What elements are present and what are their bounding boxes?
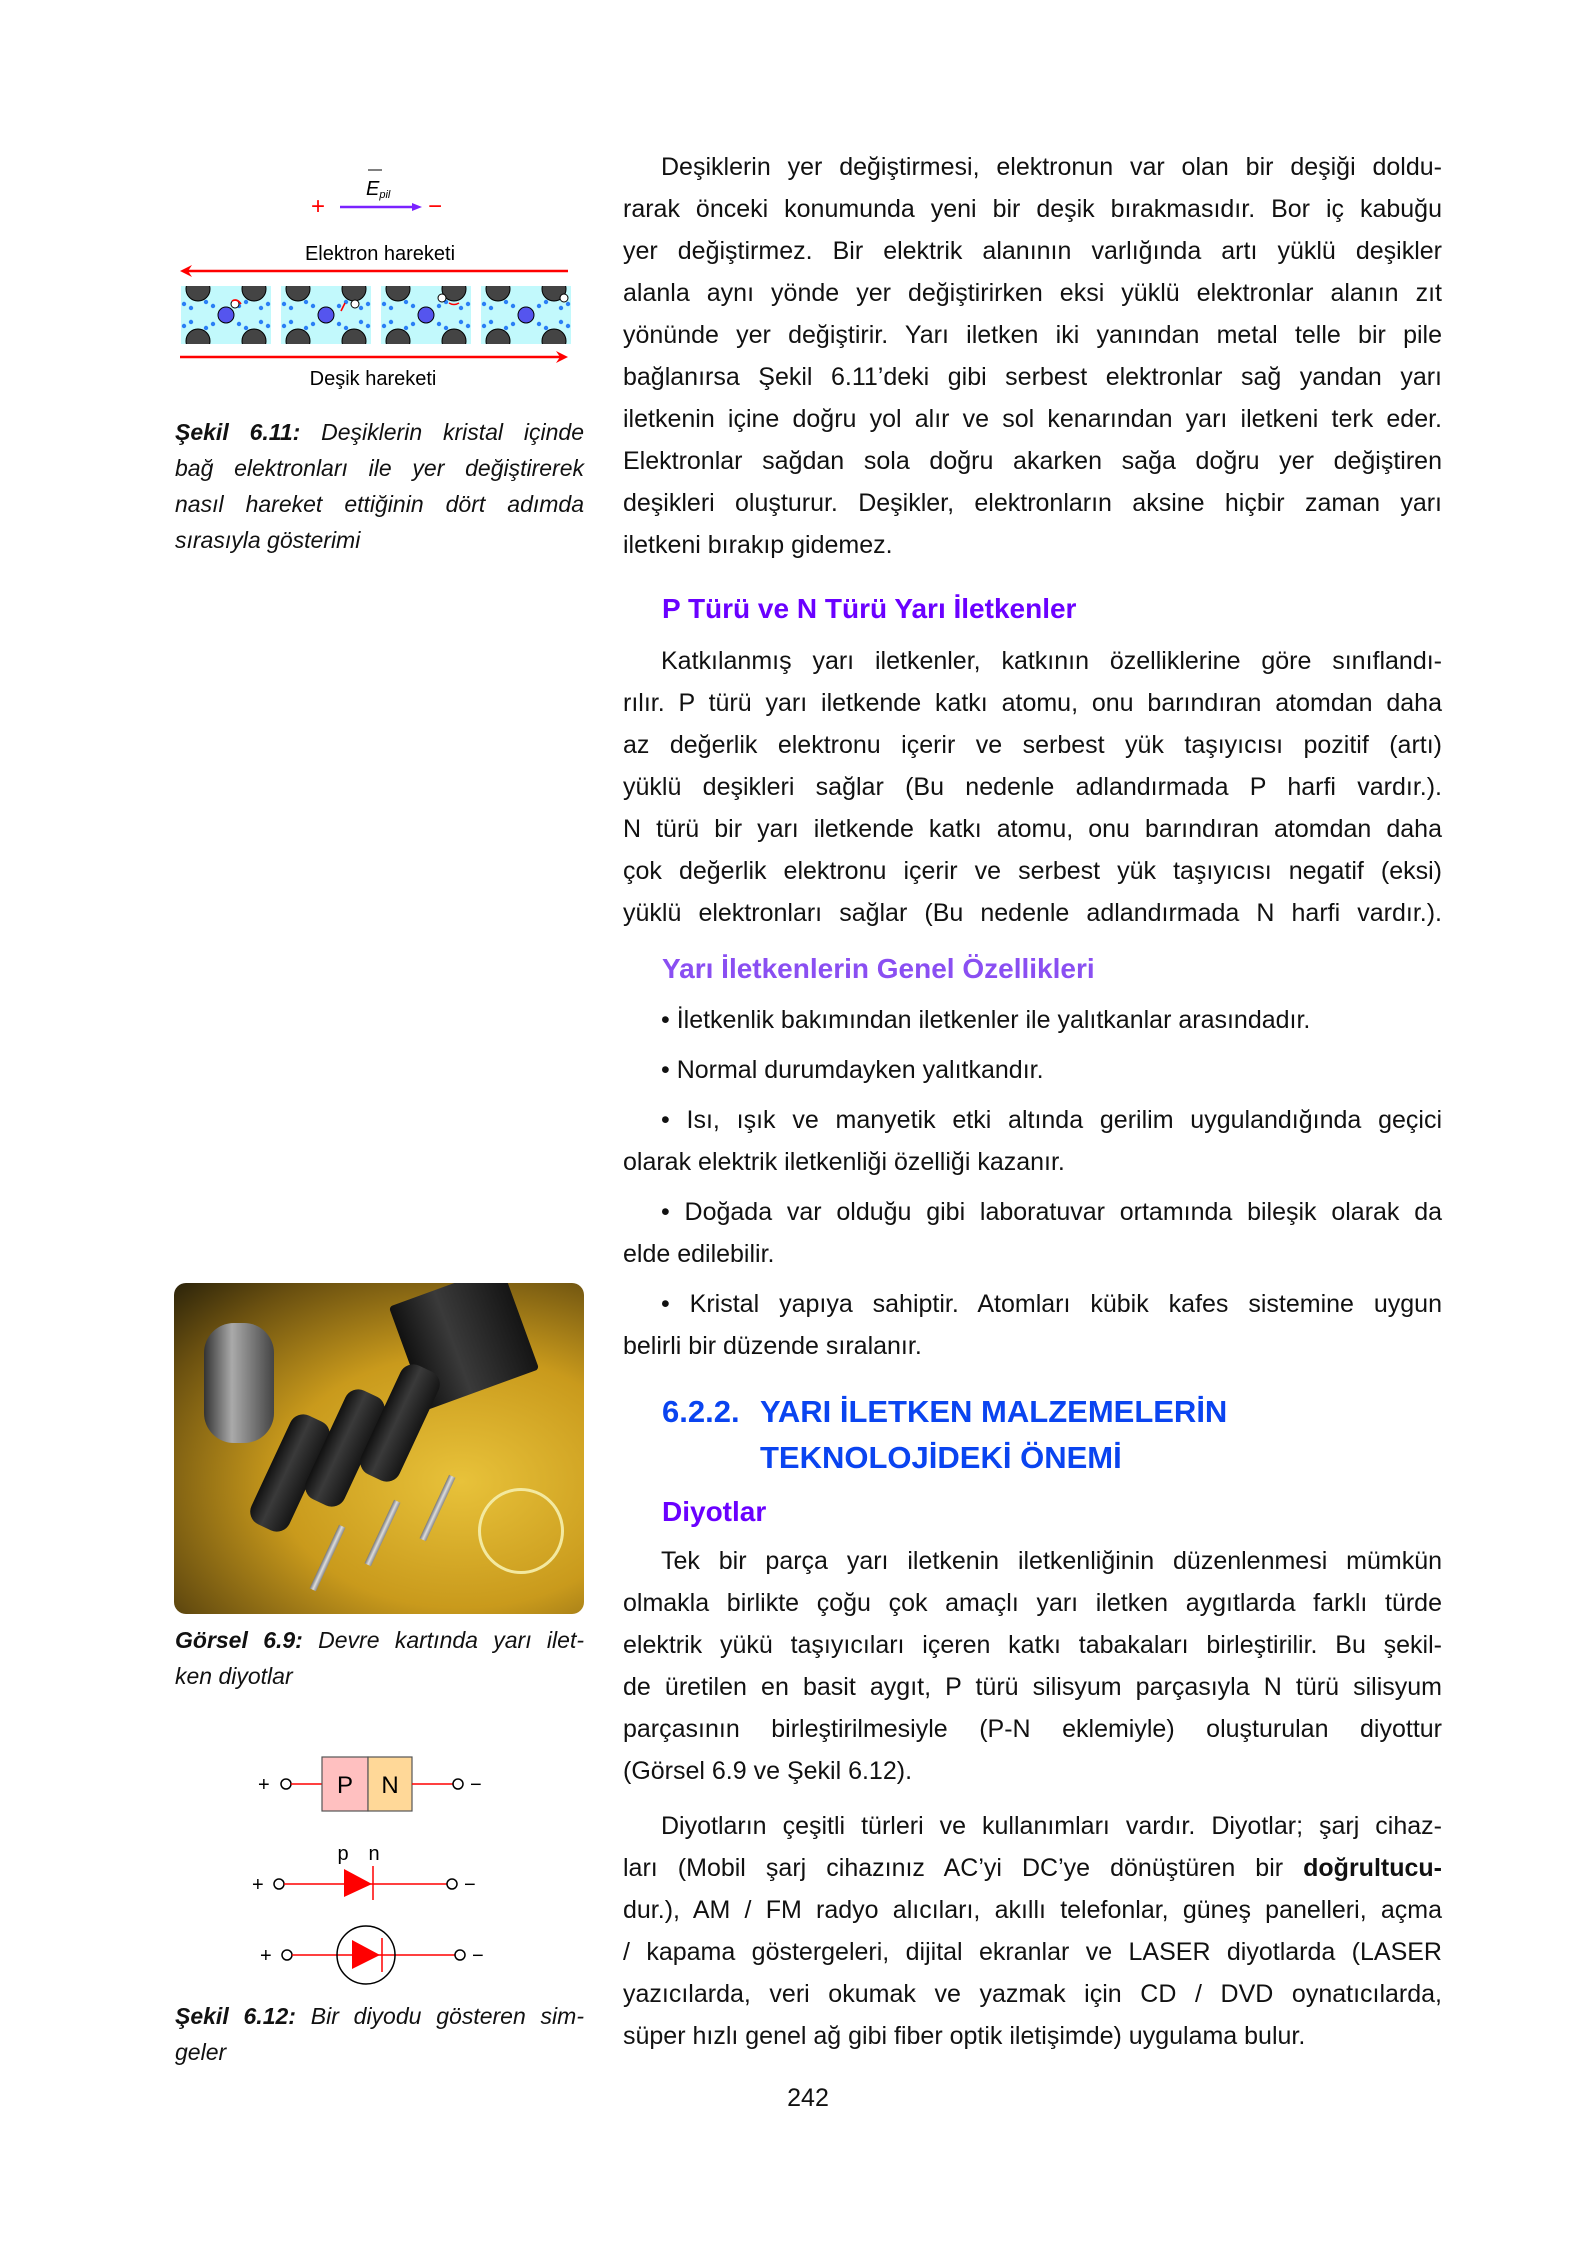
text-line: (Görsel 6.9 ve Şekil 6.12). [623, 1757, 913, 1785]
list-item: • Doğada var olduğu gibi laboratuvar ortamında bileşik olarak da [661, 1198, 1442, 1226]
paragraph-hole-movement [623, 146, 1442, 566]
list-item: • Kristal yapıya sahiptir. Atomları kübik kafes sistemine uygun [661, 1290, 1442, 1318]
heading-general-properties: Yarı İletkenlerin Genel Özellikleri [662, 953, 1095, 984]
encircled-diode-symbol [260, 1926, 484, 1984]
text-line: olmakla birlikte çoğu çok amaçlı yarı iletken aygıtlarda farklı türde [623, 1589, 1442, 1617]
field-subscript: pil [379, 189, 391, 201]
section-title-line1: YARI İLETKEN MALZEMELERİN [760, 1394, 1228, 1429]
atom-icon [518, 307, 534, 323]
hole-icon [351, 300, 359, 308]
list-item: • İletkenlik bakımından iletkenler ile yalıtkanlar arasındadır. [661, 1006, 1311, 1034]
list-item-continuation: elde edilebilir. [623, 1240, 775, 1268]
hole-icon [560, 294, 568, 302]
caption-label: Şekil 6.11: [175, 419, 301, 445]
text-line: deşikleri oluşturur. Deşikler, elektronların aksine hiçbir zaman yarı [623, 489, 1442, 517]
page-number: 242 [787, 2084, 829, 2112]
text-line: yüklü elektronları sağlar (Bu nedenle adlandırmada N harfi vardır.). [623, 899, 1442, 927]
text-line: rılır. P türü yarı iletkende katkı atomu, onu barındıran atomdan daha [623, 689, 1442, 717]
minus-sign: − [428, 193, 443, 220]
svg-text:−: − [472, 1945, 484, 1967]
heading-p-n-type: P Türü ve N Türü Yarı İletkenler [662, 593, 1077, 624]
list-item: • Isı, ışık ve manyetik etki altında gerilim uygulandığında geçici [661, 1106, 1442, 1134]
text-line: Tek bir parça yarı iletkenin iletkenliğinin düzenlenmesi mümkün [661, 1547, 1442, 1575]
section-number: 6.2.2. [662, 1394, 740, 1429]
figure-612-caption [175, 1998, 584, 2070]
paragraph-diode-uses [623, 1805, 1442, 2057]
svg-text:Epil [366, 178, 391, 201]
caption-text: Bir diyodu gösteren sim- [295, 2003, 584, 2029]
text-line: iletkenin içine doğru yol alır ve sol kenarından yarı iletkeni terk eder. [623, 405, 1442, 433]
pn-block-symbol [258, 1757, 482, 1811]
hole-motion-label: Deşik hareketi [309, 368, 437, 390]
svg-text:P: P [336, 1772, 354, 1799]
field-arrowhead [412, 203, 422, 211]
photo-69-caption [175, 1622, 584, 1694]
properties-list [623, 999, 1442, 1367]
diode-schematic-symbol [252, 1843, 476, 1900]
caption-text: nasıl hareket ettiğinin dört adımda [175, 491, 584, 517]
circuit-board-diodes-photo [174, 1283, 584, 1614]
text-line: Deşiklerin yer değiştirmesi, elektronun var olan bir deşiği doldu- [661, 153, 1442, 181]
lattice-step-panel [281, 277, 371, 353]
text-line: Katkılanmış yarı iletkenler, katkının özelliklerine göre sınıflandı- [661, 647, 1442, 675]
paragraph-p-n-type [623, 640, 1442, 934]
lattice-step-panel [381, 277, 471, 353]
list-item-continuation: olarak elektrik iletkenliği özelliği kazanır. [623, 1148, 1065, 1176]
bold-term: doğrultucu- [1303, 1854, 1442, 1882]
caption-text: Deşiklerin kristal içinde [300, 419, 584, 445]
text-line: süper hızlı genel ağ gibi fiber optik iletişimde) uygulama bulur. [623, 2022, 1306, 2050]
text-line: iletkeni bırakıp gidemez. [623, 531, 893, 559]
text-line: N türü bir yarı iletkende katkı atomu, onu barındıran atomdan daha [623, 815, 1442, 843]
field-symbol: E [366, 178, 380, 200]
text-line: alanla aynı yönde yer değiştirirken eksi yüklü elektronlar alanın zıt [623, 279, 1442, 307]
plus-sign: + [311, 193, 326, 220]
lattice-step-panel [181, 277, 271, 353]
paragraph-diode-intro [623, 1540, 1442, 1792]
text-line: / kapama göstergeleri, dijital ekranlar ve LASER diyotlarda (LASER [623, 1938, 1442, 1966]
caption-text: sırasıyla gösterimi [175, 527, 361, 553]
svg-text:+: + [260, 1945, 272, 1967]
svg-text:n: n [368, 1843, 380, 1865]
text-line: az değerlik elektronu içerir ve serbest yük taşıyıcısı pozitif (artı) [623, 731, 1442, 759]
list-item: • Normal durumdayken yalıtkandır. [661, 1056, 1044, 1084]
text-line: yüklü deşikleri sağlar (Bu nedenle adlandırmada P harfi vardır.). [623, 773, 1442, 801]
atom-icon [418, 307, 434, 323]
caption-label: Şekil 6.12: [175, 2003, 296, 2029]
text-line: Diyotların çeşitli türleri ve kullanımları vardır. Diyotlar; şarj cihaz- [661, 1812, 1442, 1840]
figure-611-caption [175, 414, 584, 558]
text-line: yer değiştirmez. Bir elektrik alanının varlığında artı yüklü deşikler [623, 237, 1442, 265]
heading-diodes: Diyotlar [662, 1496, 767, 1527]
svg-text:N: N [381, 1772, 399, 1799]
caption-text: Devre kartında yarı ilet- [302, 1627, 584, 1653]
atom-icon [218, 307, 234, 323]
text-line: de üretilen en basit aygıt, P türü silisyum parçasıyla N türü silisyum [623, 1673, 1442, 1701]
text-line: rarak önceki konumunda yeni bir deşik bırakmasıdır. Bor iç kabuğu [623, 195, 1442, 223]
hole-motion-diagram [160, 150, 600, 390]
lattice-step-panel [481, 277, 571, 353]
hole-icon [438, 294, 446, 302]
text-line: bağlanırsa Şekil 6.11’deki gibi serbest elektronlar sağ yandan yarı [623, 363, 1442, 391]
section-title-line2: TEKNOLOJİDEKİ ÖNEMİ [760, 1440, 1122, 1475]
caption-label: Görsel 6.9: [175, 1627, 303, 1653]
electron-motion-label: Elektron hareketi [304, 243, 456, 265]
svg-text:−: − [470, 1774, 482, 1796]
svg-text:p: p [337, 1843, 349, 1865]
text-line: elektrik yükü taşıyıcıları içeren katkı tabakaları birleştirilir. Bu şekil- [623, 1631, 1442, 1659]
svg-text:+: + [258, 1774, 270, 1796]
list-item-continuation: belirli bir düzende sıralanır. [623, 1332, 922, 1360]
caption-text: geler [175, 2039, 227, 2065]
text-line: dur.), AM / FM radyo alıcıları, akıllı telefonlar, güneş panelleri, açma [623, 1896, 1442, 1924]
atom-icon [318, 307, 334, 323]
section-heading [662, 1392, 1228, 1432]
text-line: parçasının birleştirilmesiyle (P-N eklemiyle) oluşturulan diyottur [623, 1715, 1442, 1743]
text-line: çok değerlik elektronu içerir ve serbest yük taşıyıcısı negatif (eksi) [623, 857, 1442, 885]
text-line: Elektronlar sağdan sola doğru akarken sağa doğru yer değiştiren [623, 447, 1442, 475]
caption-text: ken diyotlar [175, 1663, 293, 1689]
caption-text: bağ elektronları ile yer değiştirerek [175, 455, 584, 481]
text-line: yazıcılarda, veri okumak ve yazmak için CD / DVD oynatıcılarda, [623, 1980, 1442, 2008]
text-line: ları (Mobil şarj cihazınız AC’yi DC’ye dönüştüren bir [623, 1854, 1304, 1882]
svg-text:−: − [464, 1874, 476, 1896]
svg-text:+: + [252, 1874, 264, 1896]
diode-symbols-diagram [160, 1730, 600, 1990]
text-line: yönünde yer değiştirir. Yarı iletken iki yanından metal telle bir pile [623, 321, 1442, 349]
